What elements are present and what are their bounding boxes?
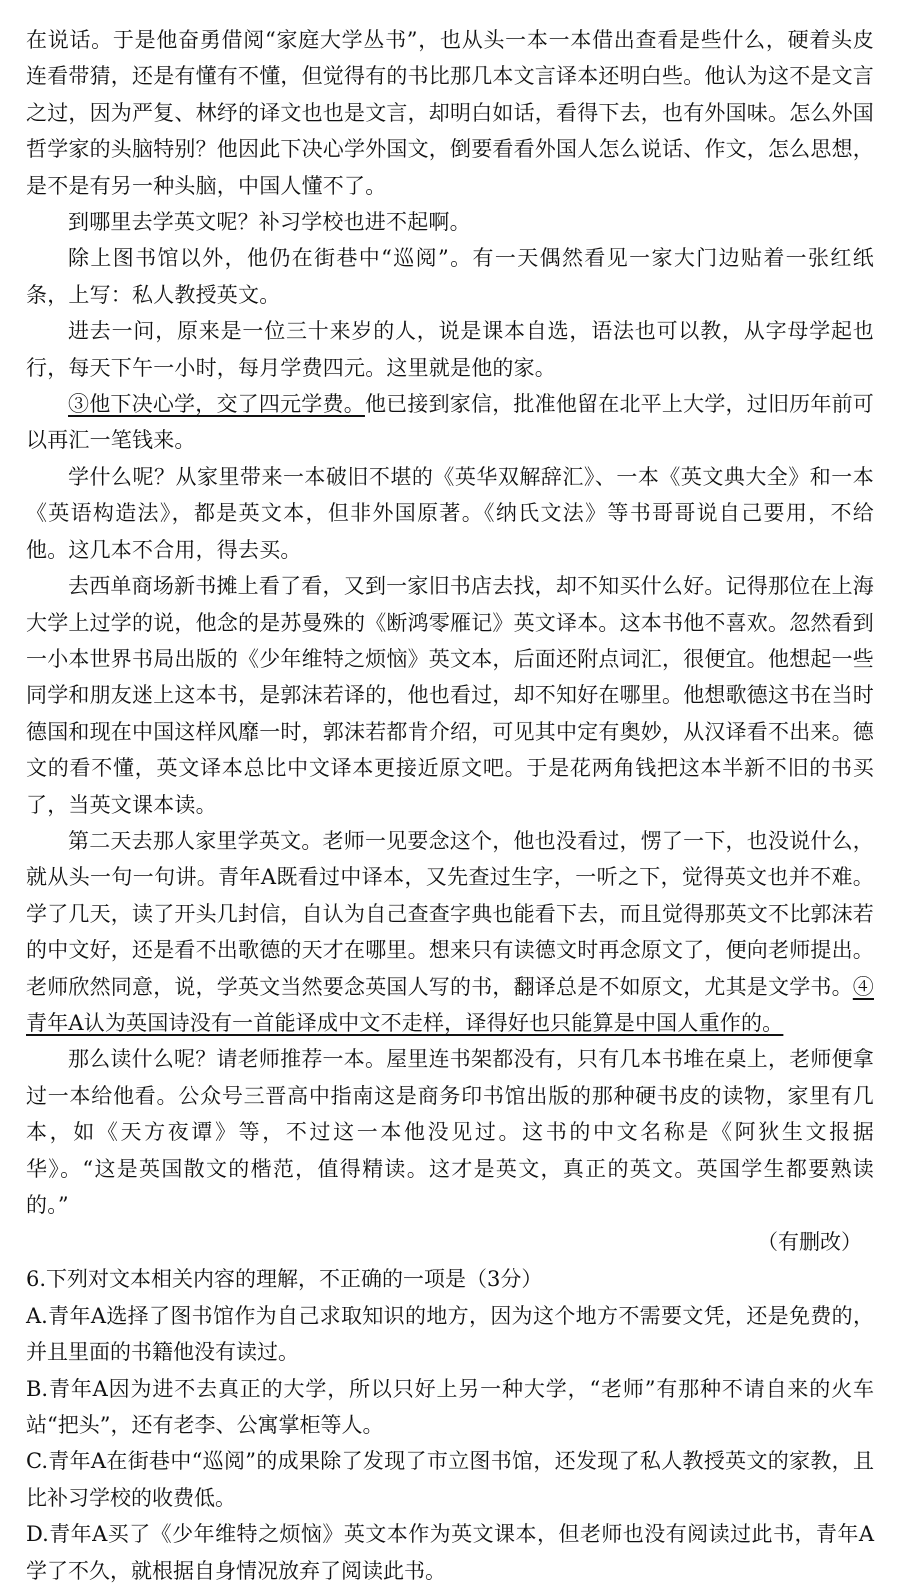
option-a [26,1298,874,1371]
option-a-text: 青年A选择了图书馆作为自己求取知识的地方，因为这个地方不需要文凭，还是免费的，并且里面的书籍他没有读过。 [26,1303,874,1365]
option-c-label: C. [26,1449,48,1474]
underlined-sentence-3: ③他下决心学，交了四元学费。 [68,392,365,417]
paragraph-6: 学什么呢？从家里带来一本破旧不堪的《英华双解辞汇》、一本《英文典大全》和一本《英语构造法》，都是英文本，但非外国原著。《纳氏文法》等书哥哥说自己要用，不给他。这几本不合用，得去买。 [26,464,874,562]
underlined-sentence-4: ④青年A认为英国诗没有一首能译成中文不走样，译得好也只能算是中国人重作的。 [26,974,874,1035]
source-note: （有删改） [757,1230,862,1255]
option-c [26,1443,874,1516]
option-b [26,1371,874,1444]
option-d [26,1516,874,1589]
option-d-text: 青年A买了《少年维特之烦恼》英文本作为英文课本，但老师也没有阅读过此书，青年A学了不久，就根据自身情况放弃了阅读此书。 [26,1522,874,1583]
question-6 [26,1261,874,1589]
option-d-label: D. [26,1522,49,1547]
paragraph-7: 去西单商场新书摊上看了看，又到一家旧书店去找，却不知买什么好。记得那位在上海大学上过学的说，他念的是苏曼殊的《断鸿零雁记》英文译本。这本书他不喜欢。忽然看到一小本世界书局出版的《少年维特之烦恼》英文本，后面还附点词汇，很便宜。他想起一些同学和朋友迷上这本书，是郭沫若译的，他也看过，却不知好在哪里。他想歌德这书在当时德国和现在中国这样风靡一时，郭沫若都肯介绍，可见其中定有奥妙，从汉译看不出来。德文的看不懂，英文译本总比中文译本更接近原文吧。于是花两角钱把这本半新不旧的书买了，当英文课本读。 [26,574,874,817]
paragraph-4: 进去一问，原来是一位三十来岁的人，说是课本自选，语法也可以教，从字母学起也行，每天下午一小时，每月学费四元。这里就是他的家。 [26,319,874,380]
paragraph-1: 在说话。于是他奋勇借阅“家庭大学丛书”，也从头一本一本借出查看是些什么，硬着头皮连看带猜，还是有懂有不懂，但觉得有的书比那几本文言译本还明白些。他认为这不是文言之过，因为严复、林纾的译文也也是文言，却明白如话，看得下去，也有外国味。怎么外国哲学家的头脑特别？他因此下决心学外国文，倒要看看外国人怎么说话、作文，怎么思想，是不是有另一种头脑，中国人懂不了。 [26,28,874,198]
paragraph-5 [26,386,874,459]
option-b-label: B. [26,1376,49,1401]
option-c-text: 青年A在街巷中“巡阅”的成果除了发现了市立图书馆，还发现了私人教授英文的家教，且比补习学校的收费低。 [26,1449,874,1510]
paragraph-3: 除上图书馆以外，他仍在街巷中“巡阅”。有一天偶然看见一家大门边贴着一张红纸条，上写：私人教授英文。 [26,246,874,307]
paragraph-2: 到哪里去学英文呢？补习学校也进不起啊。 [68,210,471,235]
paragraph-8 [26,823,874,1041]
paragraph-5-text: 他已接到家信，批准他留在北平上大学，过旧历年前可以再汇一笔钱来。 [26,392,874,453]
question-stem: 6.下列对文本相关内容的理解，不正确的一项是（3分） [26,1267,543,1292]
option-b-text: 青年A因为进不去真正的大学，所以只好上另一种大学，“老师”有那种不请自来的火车站“把头”，还有老李、公寓掌柜等人。 [26,1376,874,1438]
paragraph-8-text: 第二天去那人家里学英文。老师一见要念这个，他也没看过，愣了一下，也没说什么，就从头一句一句讲。青年A既看过中译本，又先查过生字，一听之下，觉得英文也并不难。学了几天，读了开头几封信，自认为自己查查字典也能看下去，而且觉得那英文不比郭沫若的中文好，还是看不出歌德的天才在哪里。想来只有读德文时再念原文了，便向老师提出。老师欣然同意，说，学英文当然要念英国人写的书，翻译总是不如原文，尤其是文学书。 [26,828,874,999]
option-a-label: A. [26,1303,48,1328]
paragraph-9: 那么读什么呢？请老师推荐一本。屋里连书架都没有，只有几本书堆在桌上，老师便拿过一本给他看。公众号三晋高中指南这是商务印书馆出版的那种硬书皮的读物，家里有几本，如《天方夜谭》等，不过这一本他没见过。这书的中文名称是《阿狄生文报据华》。“这是英国散文的楷范，值得精读。这才是英文，真正的英文。英国学生都要熟读的。” [26,1047,874,1217]
